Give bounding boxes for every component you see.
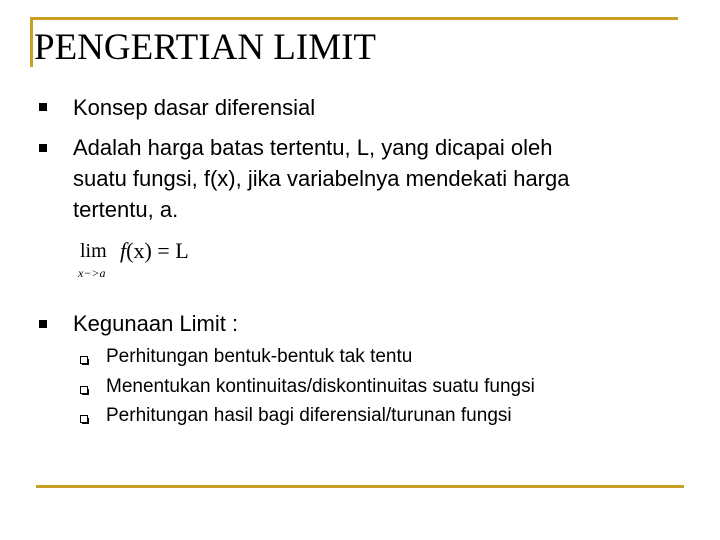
- formula-f: f: [120, 238, 127, 263]
- frame-bottom-line: [36, 485, 684, 488]
- formula-subscript: x−>a: [78, 266, 106, 280]
- bullet-2-line-2: suatu fungsi, f(x), jika variabelnya mendekati harga: [73, 166, 570, 191]
- bullet-marker-1: [39, 103, 47, 111]
- sub-bullet-marker-3: [80, 415, 88, 423]
- bullet-1-text: Konsep dasar diferensial: [73, 95, 316, 120]
- sub-bullet-marker-1: [80, 356, 88, 364]
- formula-expression: [120, 238, 189, 264]
- formula-rhs: = L: [157, 238, 189, 263]
- sub-bullet-marker-2: [80, 386, 88, 394]
- formula-lim: lim: [80, 240, 107, 262]
- bullet-marker-2: [39, 144, 47, 152]
- slide-title: PENGERTIAN LIMIT: [34, 27, 377, 68]
- sub-bullet-2-text: Menentukan kontinuitas/diskontinuitas suatu fungsi: [106, 376, 535, 397]
- sub-bullet-1-text: Perhitungan bentuk-bentuk tak tentu: [106, 346, 413, 367]
- bullet-marker-3: [39, 320, 47, 328]
- bullet-2-line-1: Adalah harga batas tertentu, L, yang dicapai oleh: [73, 135, 553, 160]
- sub-bullet-3-text: Perhitungan hasil bagi diferensial/turunan fungsi: [106, 405, 512, 426]
- bullet-2-line-3: tertentu, a.: [73, 197, 179, 222]
- bullet-3-text: Kegunaan Limit :: [73, 311, 239, 336]
- frame-top-line: [30, 17, 678, 20]
- frame-left-line: [30, 17, 33, 67]
- formula-arg: (x): [126, 238, 152, 263]
